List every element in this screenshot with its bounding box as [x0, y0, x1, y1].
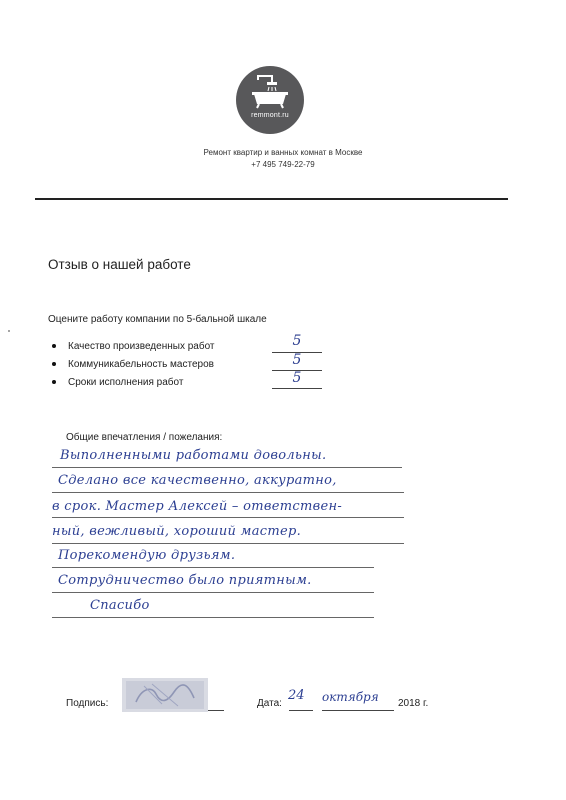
signature-label: Подпись:	[66, 698, 109, 709]
date-year: 2018 г.	[398, 698, 429, 709]
handwritten-line: в срок. Мастер Алексей – ответствен-	[52, 499, 343, 514]
criterion-label: Коммуникабельность мастеров	[68, 359, 214, 370]
impressions-label: Общие впечатления / пожелания:	[66, 432, 223, 443]
criterion-quality	[52, 341, 215, 352]
writing-guide-line	[52, 467, 402, 468]
company-phone: +7 495 749-22-79	[251, 160, 315, 169]
bullet	[52, 380, 56, 384]
criterion-communication	[52, 359, 214, 370]
handwritten-line: Спасибо	[90, 598, 150, 613]
date-day-line	[289, 710, 313, 711]
criterion-label: Сроки исполнения работ	[68, 377, 184, 388]
date-month-line	[322, 710, 394, 711]
writing-guide-line	[52, 492, 404, 493]
header-divider	[35, 198, 508, 200]
criterion-score: 5	[292, 333, 302, 349]
bullet	[52, 362, 56, 366]
date-day: 24	[288, 688, 305, 703]
writing-guide-line	[52, 592, 374, 593]
date-label: Дата:	[257, 698, 282, 709]
score-line	[272, 388, 322, 389]
writing-guide-line	[52, 517, 404, 518]
rating-prompt: Оцените работу компании по 5-бальной шкале	[48, 314, 267, 325]
handwritten-line: Порекомендую друзьям.	[58, 548, 236, 563]
signature-image	[122, 678, 208, 712]
scan-speck	[8, 330, 10, 332]
form-title: Отзыв о нашей работе	[48, 257, 191, 272]
criterion-score: 5	[292, 352, 302, 368]
handwritten-line: Сделано все качественно, аккуратно,	[58, 473, 337, 488]
criterion-deadlines	[52, 377, 183, 388]
logo-text: remmont.ru	[251, 112, 289, 119]
writing-guide-line	[52, 567, 374, 568]
handwritten-line: ный, вежливый, хороший мастер.	[52, 524, 302, 539]
company-logo	[236, 66, 304, 134]
writing-guide-line	[52, 543, 404, 544]
handwritten-line: Выполненными работами довольны.	[60, 448, 327, 463]
bathtub-icon	[236, 66, 304, 134]
bullet	[52, 344, 56, 348]
handwritten-line: Сотрудничество было приятным.	[58, 573, 312, 588]
criterion-label: Качество произведенных работ	[68, 341, 215, 352]
date-month: октября	[322, 690, 379, 704]
company-description: Ремонт квартир и ванных комнат в Москве	[203, 148, 363, 157]
writing-guide-line	[52, 617, 374, 618]
signature-line	[208, 710, 224, 711]
criterion-score: 5	[292, 370, 302, 386]
